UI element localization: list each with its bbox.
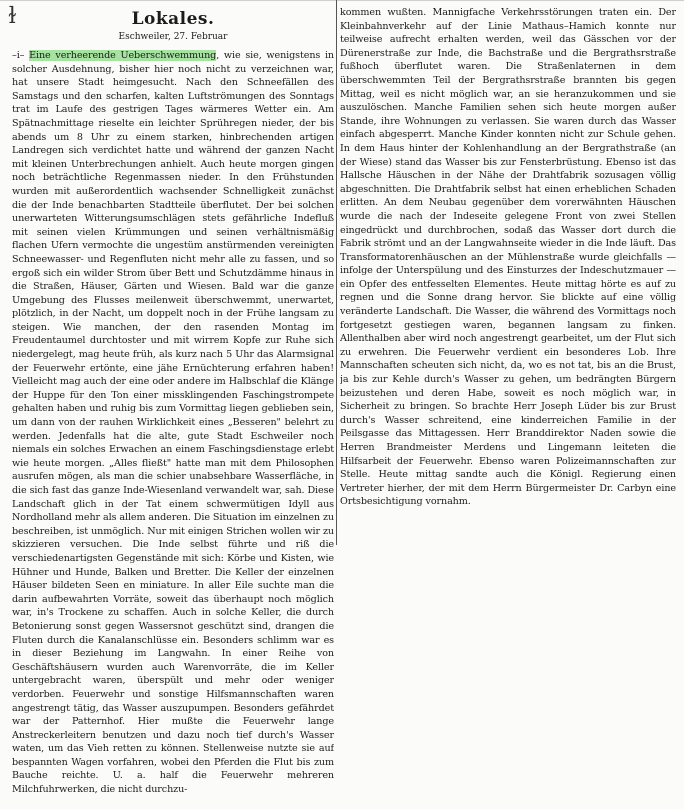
lead-marker: –i– xyxy=(12,50,30,61)
right-column-text: kommen wußten. Mannigfache Verkehrsstörungen traten ein. Der Kleinbahnverkehr auf der Linie Mathaus–Hamich konnte nur teilweise aufrecht erhalten werden, weil das Gässchen vor der Dürenerstraße zur Inde, die Bachstraße und die Bergrathsrstraße fußhoch überflutet waren. Die Straßenlaternen in dem überschwemmten Teil der Bergrathsrstraße brannten bis gegen Mittag, weil es nicht möglich war, an sie heranzukommen und sie auszulöschen. Manche Familien sehen sich heute morgen außer Stande, ihre Wohnungen zu verlassen. Sie waren durch das Wasser einfach abgesperrt. Manche Kinder konnten nicht zur Schule gehen. In dem Haus hinter der Kohlenhandlung an der Bergrathstraße (an der Wiese) stand das Wasser bis zur Fensterbrüstung. Ebenso ist das Hallsche Häuschen in der Nähe der Drahtfabrik sozusagen völlig abgeschnitten. Die Drahtfabrik selbst hat einen erheblichen Schaden erlitten. An dem Neubau gegenüber dem vorerwähnten Häuschen wurde die nach der Indeseite gelegene Front von zwei Stellen eingedrückt und durchbrochen, sodaß das Wasser dort durch die Fabrik strömt und an der Langwahnseite wieder in die Inde läuft. Das Transformatorenhäuschen an der Mühlenstraße wurde gleichfalls — infolge der Unterspülung und des Einsturzes der Indeschutzmauer — ein Opfer des entfesselten Elementes. Heute mittag hörte es auf zu regnen und die Sonne drang hervor. Sie blickte auf eine völlig veränderte Landschaft. Die Wasser, die während des Vormittags noch fortgesetzt gestiegen waren, begannen langsam zu finken. Allenthalben aber wird noch angestrengt gearbeitet, um der Flut sich zu erwehren. Die Feuerwehr verdient ein besonderes Lob. Ihre Mannschaften scheuten sich nicht, da, wo es not tat, bis an die Brust, ja bis zur Kehle durch's Wasser zu gehen, um bedrängten Bürgern beizustehen und deren Habe, soweit es noch möglich war, in Sicherheit zu bringen. So brachte Herr Joseph Lüder bis zur Brust durch's Wasser schreitend, eine kinderreichen Familie in der Peilsgasse das Mittagessen. Herr Branddirektor Naden sowie die Herren Brandmeister Merdens und Lingemann leiteten die Hilfsarbeit der Feuerwehr. Ebenso waren Polizeimannschaften zur Stelle. Heute mittag sandte auch die Königl. Regierung einen Vertreter hierher, der mit dem Herrn Bürgermeister Dr. Carbyn eine Ortsbesichtigung vornahm. xyxy=(340,7,676,508)
article-headline: Lokales. xyxy=(131,9,215,29)
left-column-text xyxy=(12,49,334,797)
right-column xyxy=(340,0,676,545)
column-divider xyxy=(336,0,337,545)
pencil-mark-icon: ɫ xyxy=(8,4,17,29)
article-dateline: Eschweiler, 27. Februar xyxy=(118,32,228,42)
left-body: , wie sie, wenigstens in solcher Ausdehnung, bisher hier noch nicht zu verzeichnen war, hat unsere Stadt heimgesucht. Nach den Schneefällen des Samstags und den scharfen, kalten Luftströmungen des Sonntags trat im Laufe des gestrigen Tages wärmeres Wetter ein. Am Spätnachmittage rieselte ein leichter Sprühregen nieder, der bis abends um 8 Uhr zu einem starken, hinbrechenden artigen Landregen sich verdichtet hatte und während der ganzen Nacht mit kleinen Unterbrechungen anhielt. Auch heute morgen gingen noch beträchtliche Regenmassen nieder. In den Frühstunden wurden mit außerordentlich wachsender Schnelligkeit zunächst die der Inde benachbarten Stadtteile überflutet. Der bei solchen unerwarteten Witterungsumschlägen stets gefährliche Indefluß mit seinen vielen Krümmungen und seinen verhältnismäßig flachen Ufern vermochte die ungestüm anstürmenden vereinigten Schneewasser- und Regenfluten nicht mehr alle zu fassen, und so ergoß sich ein wilder Strom über Bett und Schutzdämme hinaus in die Straßen, Häuser, Gärten und Wiesen. Bald war die ganze Umgebung des Flusses meilenweit überschwemmt, unerwartet, plötzlich, in der Nacht, um doppelt noch in der Frühe langsam zu steigen. Wie manchen, der den rasenden Montag im Freudentaumel durchtoster und mit wirrem Kopfe zur Ruhe sich niedergelegt, mag heute früh, als kurz nach 5 Uhr das Alarmsignal der Feuerwehr ertönte, eine jähe Ernüchterung erfahren haben! Vielleicht mag auch der eine oder andere im Halbschlaf die Klänge der Huppe für den Ton einer missklingenden Faschingstrompete gehalten haben und ruhig bis zum Vormittag liegen geblieben sein, um dann von der rauhen Wirklichkeit eines „Besseren" belehrt zu werden. Jedenfalls hat die alte, gute Stadt Eschweiler noch niemals ein solches Erwachen an einem Faschingsdienstage erlebt wie heute morgen. „Alles fließt" hatte man mit dem Philosophen ausrufen mögen, als man die schier unabsehbare Wasserfläche, in die sich fast das ganze Inde-Wiesenland verwandelt war, sah. Diese Landschaft glich in der Tat einem schwermütigen Idyll aus Nordholland mehr als allem anderen. Die Situation im einzelnen zu beschreiben, ist unmöglich. Nur mit einigen Strichen wollen wir zu skizzieren versuchen. Die Inde selbst führte und riß die verschiedenartigsten Gegenstände mit sich: Körbe und Kisten, wie Hühner und Hunde, Balken und Bretter. Die Keller der einzelnen Häuser bildeten Seen en miniature. In aller Eile suchte man die darin aufbewahrten Vorräte, soweit das überhaupt noch möglich war, in's Trockene zu schaffen. Auch in solche Keller, die durch Betonierung sonst gegen Wassersnot geschützt sind, drangen die Fluten durch die Kanalanschlüsse ein. Besonders schlimm war es in dieser Beziehung im Langwahn. In einer Reihe von Geschäftshäusern wurden auch Warenvorräte, die im Keller untergebracht waren, überspült und mehr oder weniger verdorben. Feuerwehr und sonstige Hilfsmannschaften waren angestrengt tätig, das Wasser auszupumpen. Besonders gefährdet war der Patternhof. Hier mußte die Feuerwehr lange Anstreckerleitern benutzen und dazu noch tief durch's Wasser waten, um das Vieh retten zu können. Stellenweise nutzte sie auf bespannten Wagen vorfahren, wobei den Pferden die Flut bis zum Bauche reichte. U. a. half die Feuerwehr mehreren Milchfuhrwerken, die nicht durchzu- xyxy=(12,50,334,796)
left-column xyxy=(12,0,334,809)
highlighted-phrase: Eine verheerende Ueberschwemmung xyxy=(29,50,217,61)
